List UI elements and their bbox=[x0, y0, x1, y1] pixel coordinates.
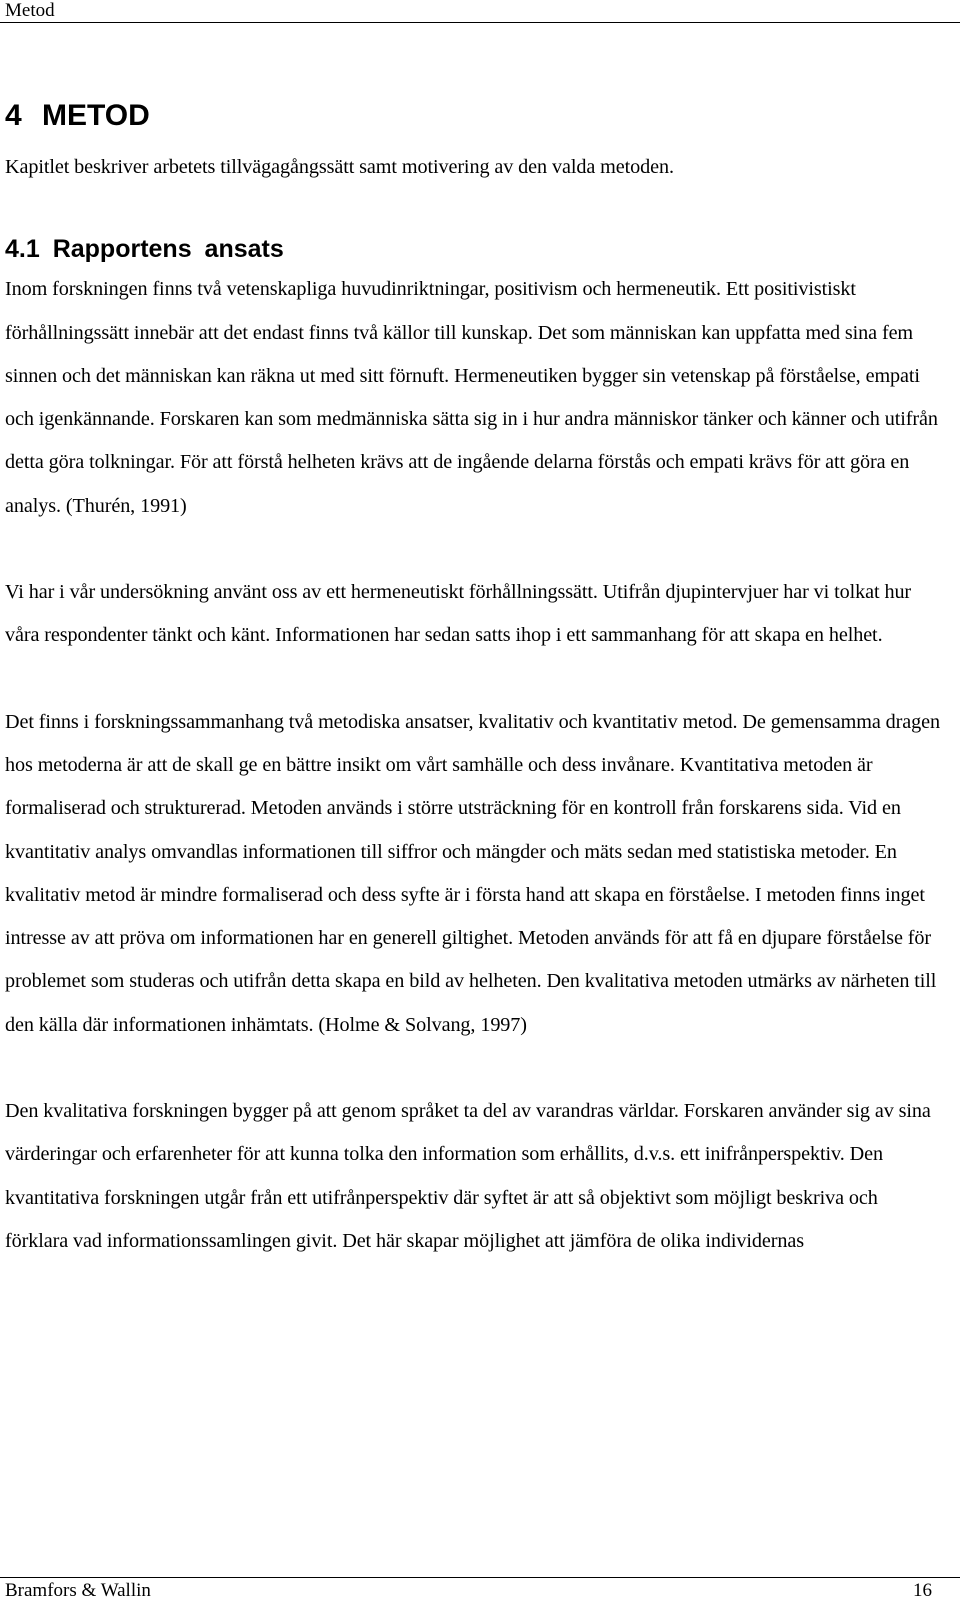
chapter-intro: Kapitlet beskriver arbetets tillvägagångssätt samt motivering av den valda metoden. bbox=[5, 156, 674, 178]
paragraph: Vi har i vår undersökning använt oss av ett hermeneutiskt förhållningssätt. Utifrån djupintervjuer har vi tolkat hur våra respondenter tänkt och känt. Informationen har sedan satts ihop i ett sammanhang för att skapa en helhet. bbox=[5, 581, 912, 647]
paragraph: Det finns i forskningssammanhang två metodiska ansatser, kvalitativ och kvantitativ metod. De gemensamma dragen hos metoderna är att de skall ge en bättre insikt om vårt samhälle och dess invånare. Kvantitativa metoden är formaliserad och strukturerad. Metoden används i större utsträckning för en kontroll från forskarens sida. Vid en kvantitativ analys omvandlas informationen till siffror och mängder och mäts sedan med statistiska metoder. En kvalitativ metod är mindre formaliserad och dess syfte är i första hand att skapa en förståelse. I metoden finns inget intresse av att pröva om informationen har en generell giltighet. Metoden används för att få en djupare förståelse för problemet som studeras och utifrån detta skapa en bild av helheten. Den kvalitativa metoden utmärks av närheten till den källa där informationen inhämtats. (Holme & Solvang, 1997) bbox=[5, 710, 940, 1036]
footer-authors: Bramfors & Wallin bbox=[5, 1580, 151, 1601]
page-header bbox=[0, 0, 960, 23]
chapter-heading: 4 METOD bbox=[5, 99, 150, 132]
document-body bbox=[5, 96, 945, 1263]
paragraph: Inom forskningen finns två vetenskapliga huvudinriktningar, positivism och hermeneutik. Ett positivistiskt förhållningssätt innebär att det endast finns två källor till kunskap. Det som människan kan uppfatta med sina fem sinnen och det människan kan räkna ut med sitt förnuft. Hermeneutiken bygger sin vetenskap på förståelse, empati och igenkännande. Forskaren kan som medmänniska sätta sig in i hur andra människor tänker och känner och utifrån detta göra tolkningar. För att förstå helheten krävs att de ingående delarna förstås och empati krävs för att göra en analys. (Thurén, 1991) bbox=[5, 278, 938, 517]
page-footer bbox=[0, 1577, 960, 1614]
page-number: 16 bbox=[913, 1580, 932, 1601]
section-heading: 4.1 Rapportens ansats bbox=[5, 235, 284, 264]
paragraph: Den kvalitativa forskningen bygger på att genom språket ta del av varandras världar. Forskaren använder sig av sina värderingar och erfarenheter för att kunna tolka den information som erhållits, d.v.s. ett inifrånperspektiv. Den kvantitativa forskningen utgår från ett utifrånperspektiv där syftet är att så objektivt som möjligt beskriva och förklara vad informationssamlingen givit. Det här skapar möjlighet att jämföra de olika individernas bbox=[5, 1100, 931, 1252]
header-title: Metod bbox=[5, 0, 55, 21]
